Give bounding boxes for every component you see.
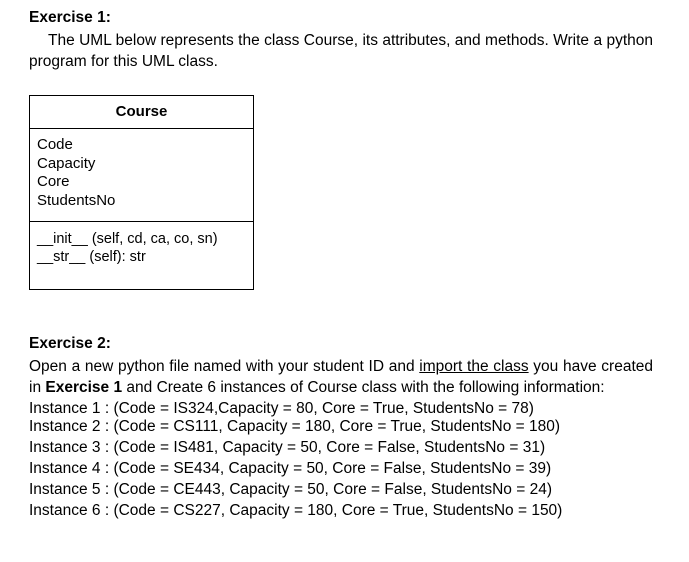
- exercise-1-title: Exercise 1:: [29, 9, 111, 26]
- uml-attribute: Code: [37, 136, 73, 153]
- instance-line: Instance 6 : (Code = CS227, Capacity = 180, Core = True, StudentsNo = 150): [29, 502, 563, 519]
- exercise-2-intro: [29, 356, 653, 398]
- instance-line: Instance 4 : (Code = SE434, Capacity = 50, Core = False, StudentsNo = 39): [29, 460, 552, 477]
- uml-attribute: Core: [37, 173, 70, 190]
- uml-attributes: [30, 129, 253, 222]
- intro-bold-text: Exercise 1: [45, 379, 123, 396]
- intro-text: you have created in: [29, 358, 653, 396]
- exercise-1-description: The UML below represents the class Course, its attributes, and methods. Write a python program for this UML class.: [29, 32, 653, 70]
- uml-class-diagram: [29, 95, 254, 290]
- intro-text: Open a new python file named with your student ID and: [29, 358, 420, 375]
- intro-text: and Create 6 instances of Course class with the following information:: [122, 379, 605, 396]
- uml-class-name: Course: [30, 96, 253, 129]
- exercise-2-title: Exercise 2:: [29, 335, 111, 352]
- uml-methods: [30, 222, 253, 266]
- uml-method: __init__ (self, cd, ca, co, sn): [37, 231, 218, 247]
- instance-line: Instance 1 : (Code = IS324,Capacity = 80, Core = True, StudentsNo = 78): [29, 400, 534, 417]
- uml-method: __str__ (self): str: [37, 249, 146, 265]
- uml-attribute: Capacity: [37, 154, 96, 172]
- uml-attribute: StudentsNo: [37, 191, 116, 209]
- instance-line: Instance 5 : (Code = CE443, Capacity = 50, Core = False, StudentsNo = 24): [29, 481, 552, 498]
- intro-underlined-text: import the class: [419, 358, 529, 375]
- instance-line: Instance 3 : (Code = IS481, Capacity = 50, Core = False, StudentsNo = 31): [29, 439, 546, 456]
- instance-line: Instance 2 : (Code = CS111, Capacity = 180, Core = True, StudentsNo = 180): [29, 418, 561, 435]
